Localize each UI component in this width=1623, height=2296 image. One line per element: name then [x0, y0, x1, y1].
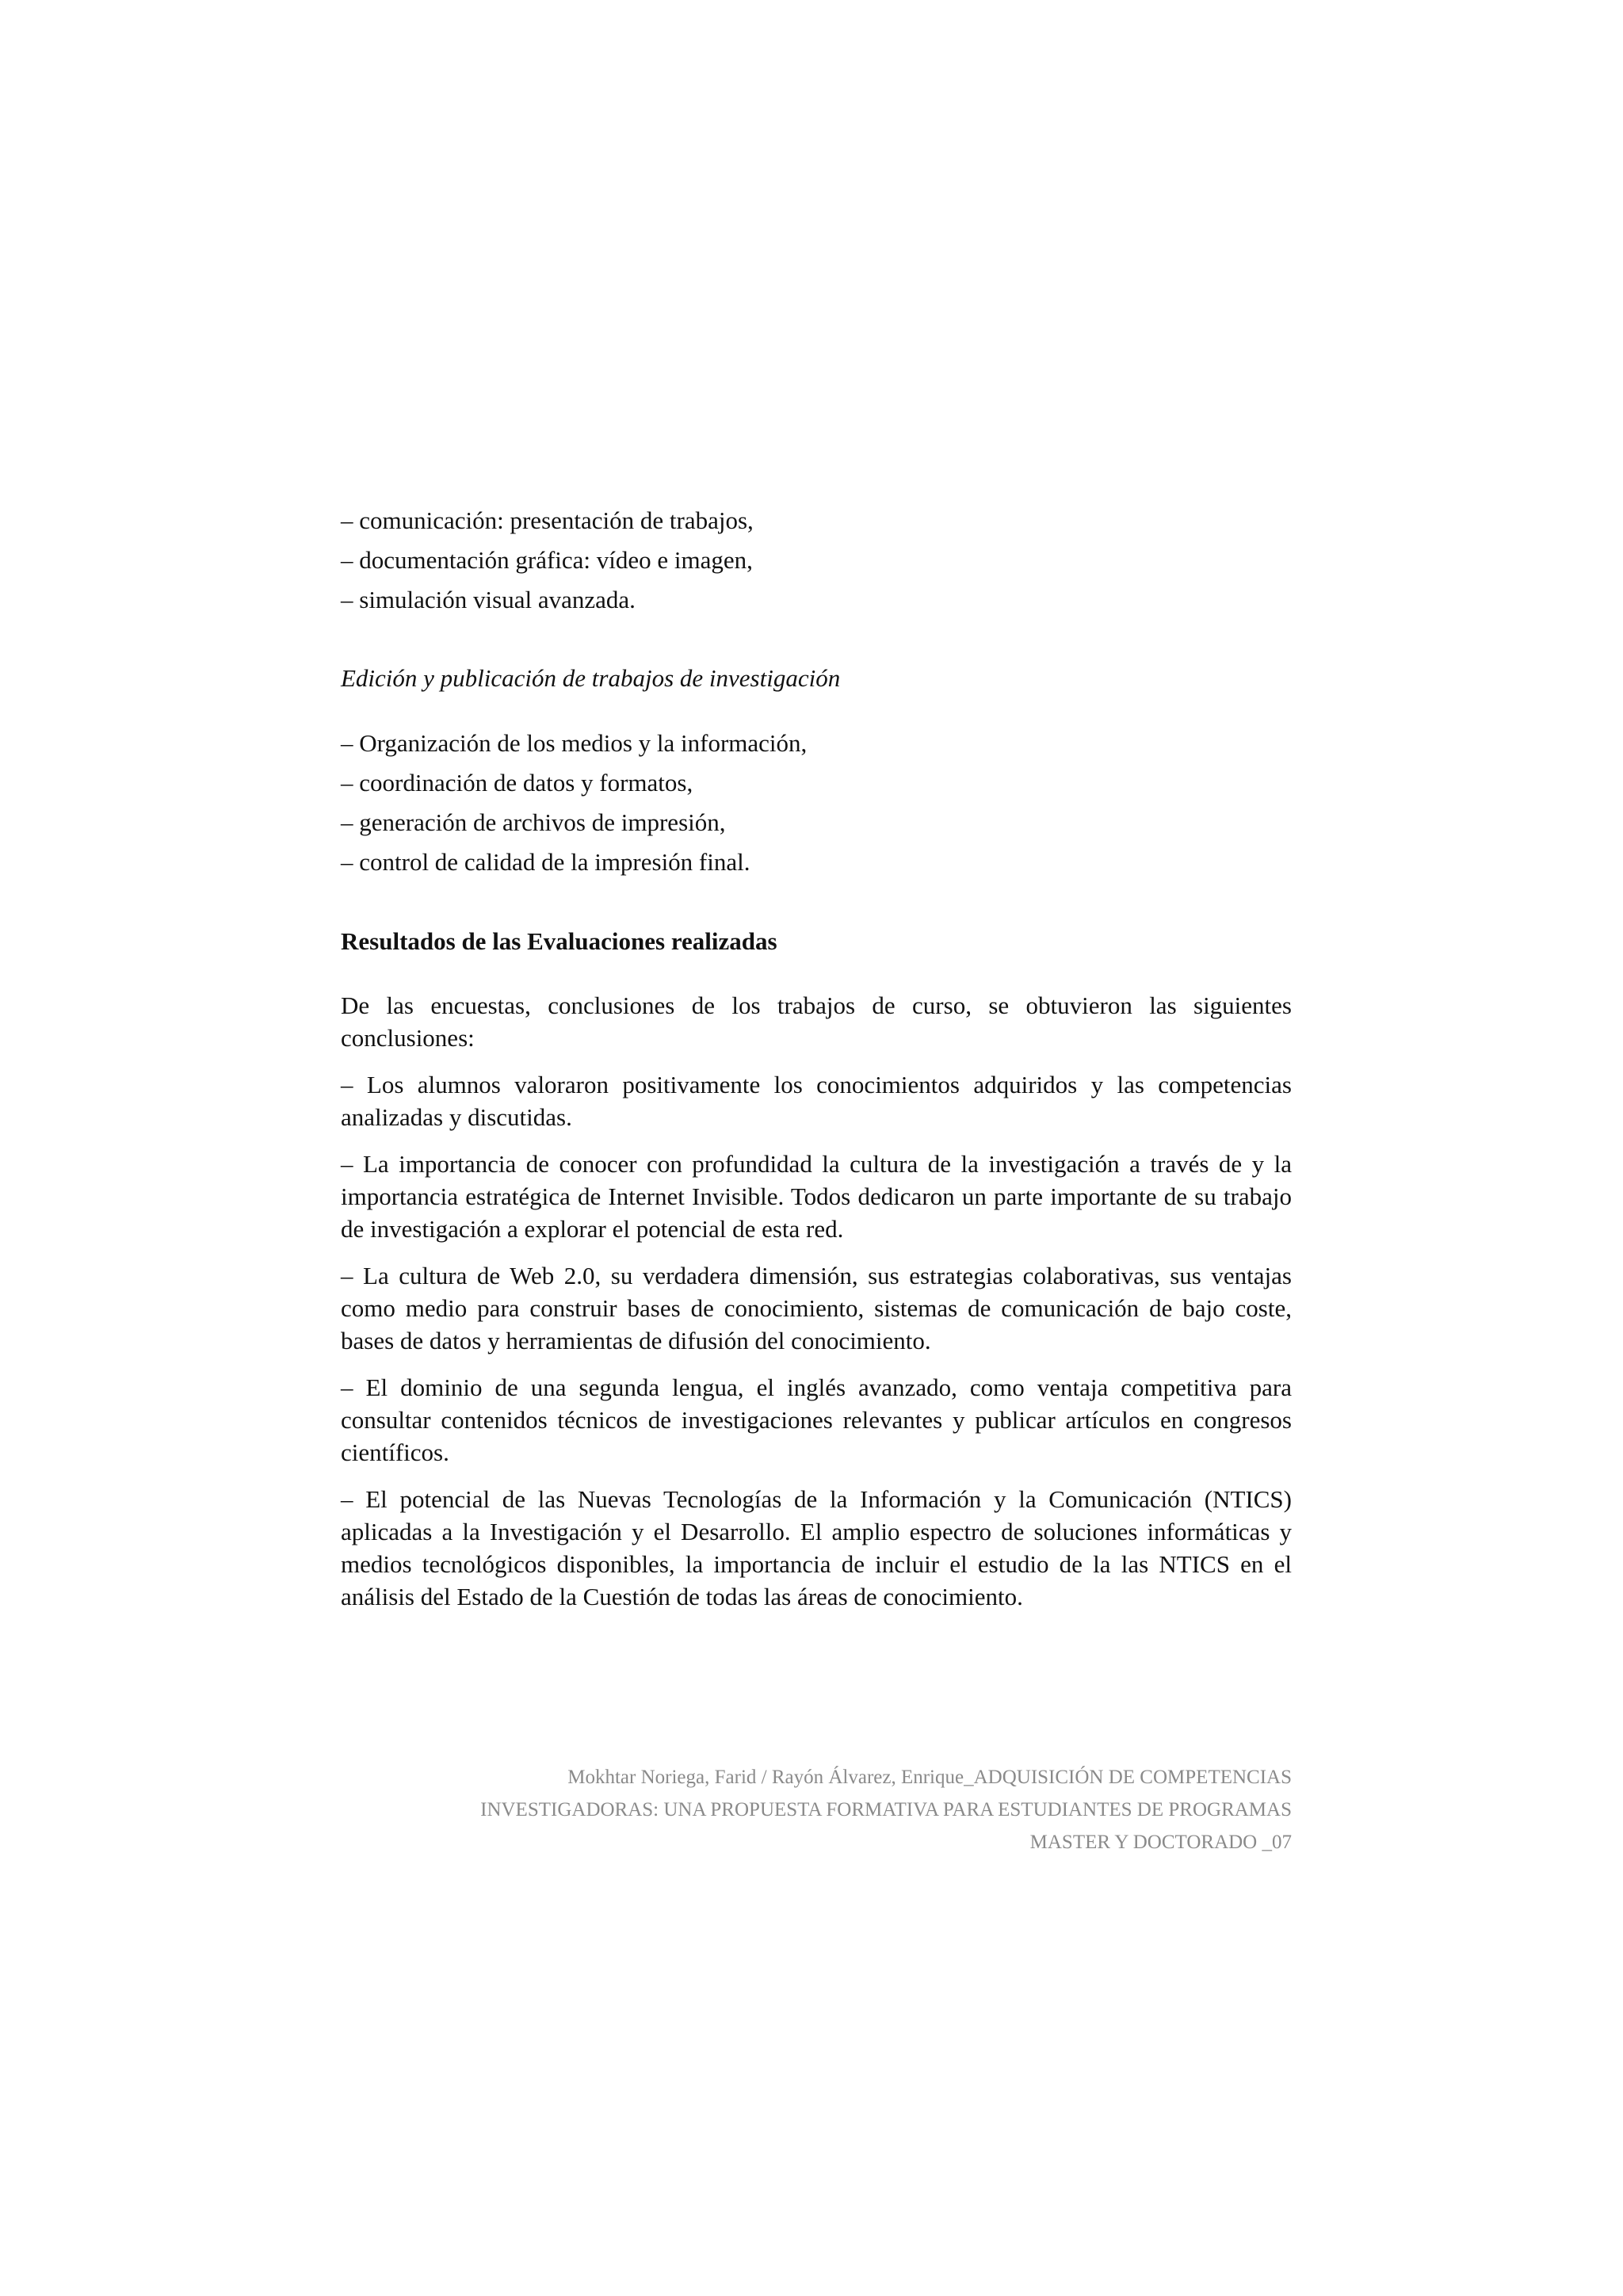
section-heading: Resultados de las Evaluaciones realizadas — [341, 927, 777, 955]
paragraph: – La importancia de conocer con profundidad la cultura de la investigación a través de y la importancia estratégica de Internet Invisible. Todos dedicaron un parte importante de su trabajo de investigación a explorar el potencial de esta red. — [341, 1150, 1292, 1243]
results-body — [341, 989, 1292, 1627]
section-subheading: Edición y publicación de trabajos de investigación — [341, 664, 841, 692]
list-item: – comunicación: presentación de trabajos, — [341, 506, 754, 534]
paragraph: – El potencial de las Nuevas Tecnologías de la Información y la Comunicación (NTICS) aplicadas a la Investigación y el Desarrollo. El amplio espectro de soluciones informáticas y medios tecnológicos disponibles, la importancia de incluir el estudio de la las NTICS en el análisis del Estado de la Cuestión de todas las áreas de conocimiento. — [341, 1485, 1292, 1610]
list-item: – documentación gráfica: vídeo e imagen, — [341, 546, 753, 574]
page-footer — [341, 1761, 1292, 1859]
list-item: – control de calidad de la impresión final. — [341, 848, 750, 876]
paragraph: De las encuestas, conclusiones de los trabajos de curso, se obtuvieron las siguientes conclusiones: — [341, 991, 1292, 1052]
list-item: – simulación visual avanzada. — [341, 586, 636, 613]
paragraph: – El dominio de una segunda lengua, el inglés avanzado, como ventaja competitiva para consultar contenidos técnicos de investigaciones relevantes y publicar artículos en congresos científicos. — [341, 1373, 1292, 1466]
footer-line: MASTER Y DOCTORADO _07 — [1029, 1832, 1292, 1853]
list-item: – generación de archivos de impresión, — [341, 808, 726, 836]
list-item: – coordinación de datos y formatos, — [341, 769, 693, 797]
paragraph: – Los alumnos valoraron positivamente los conocimientos adquiridos y las competencias analizadas y discutidas. — [341, 1071, 1292, 1131]
publication-list — [341, 724, 1292, 882]
communication-list — [341, 501, 1292, 620]
list-item: – Organización de los medios y la información, — [341, 729, 808, 757]
footer-line: Mokhtar Noriega, Farid / Rayón Álvarez, Enrique_ADQUISICIÓN DE COMPETENCIAS — [567, 1767, 1292, 1788]
footer-line: INVESTIGADORAS: UNA PROPUESTA FORMATIVA PARA ESTUDIANTES DE PROGRAMAS — [480, 1799, 1292, 1820]
paragraph: – La cultura de Web 2.0, su verdadera dimensión, sus estrategias colaborativas, sus ventajas como medio para construir bases de conocimiento, sistemas de comunicación de bajo coste, bases de datos y herramientas de difusión del conocimiento. — [341, 1262, 1292, 1354]
